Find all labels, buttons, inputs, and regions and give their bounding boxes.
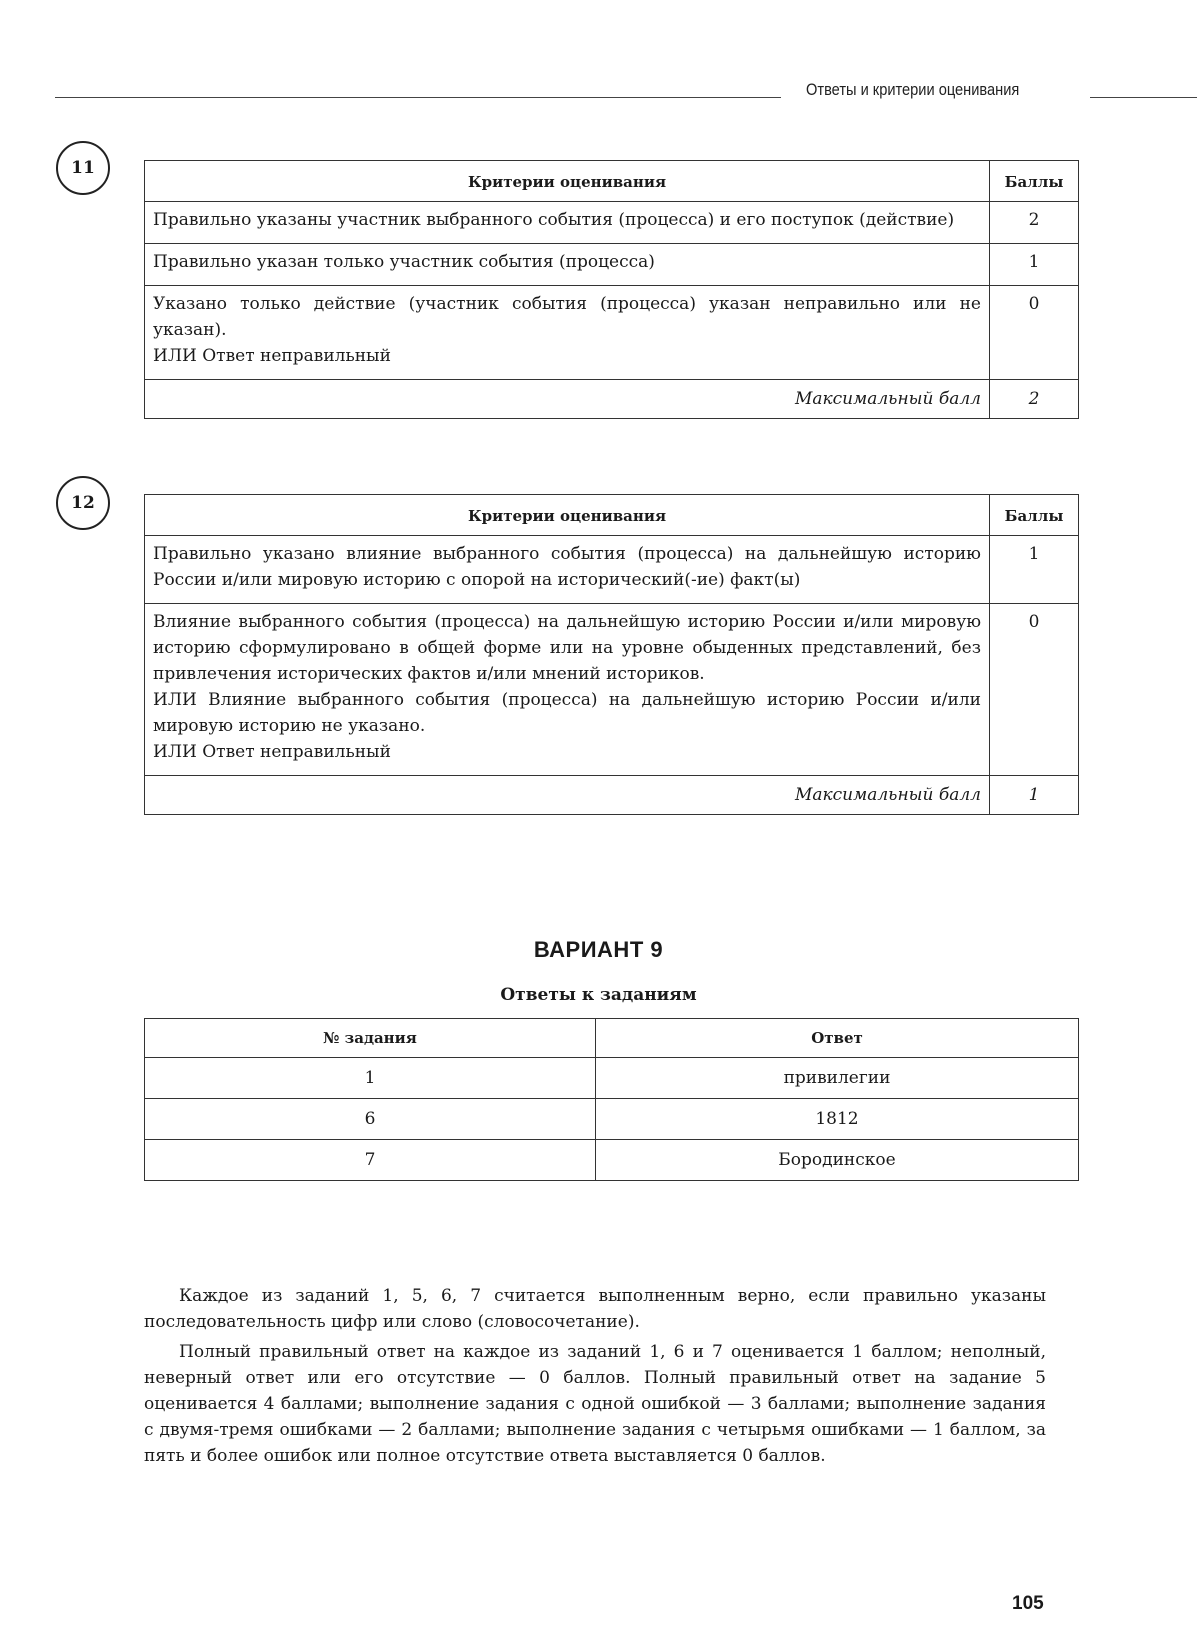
answer-cell: привилегии xyxy=(596,1058,1079,1099)
table-header-row xyxy=(145,1019,1079,1058)
task-number: 11 xyxy=(71,158,95,178)
criterion-points: 0 xyxy=(990,286,1079,380)
max-score-value: 2 xyxy=(990,380,1079,419)
criterion-line: ИЛИ Ответ неправильный xyxy=(153,346,391,366)
task-number-column-header: № задания xyxy=(145,1019,596,1058)
task-number-cell: 7 xyxy=(145,1140,596,1181)
criterion-line: ИЛИ Влияние выбранного события (процесса) на дальнейшую историю России и/или мировую историю не указано. xyxy=(153,690,981,736)
criterion-line: ИЛИ Ответ неправильный xyxy=(153,742,391,762)
table-row xyxy=(145,286,1079,380)
criterion-points: 1 xyxy=(990,536,1079,604)
max-score-label: Максимальный балл xyxy=(145,380,990,419)
max-score-label: Максимальный балл xyxy=(145,776,990,815)
task-number: 12 xyxy=(71,493,95,513)
max-score-row xyxy=(145,776,1079,815)
criteria-table-task-11 xyxy=(144,160,1079,419)
page-number: 105 xyxy=(1012,1593,1044,1614)
criterion-points: 1 xyxy=(990,244,1079,286)
table-row xyxy=(145,604,1079,776)
criterion-line: Влияние выбранного события (процесса) на дальнейшую историю России и/или мировую историю сформулировано в общей форме или на уровне обыденных представлений, без привлечения исторических фактов и/или мнений историков. xyxy=(153,612,981,684)
header-rule-left xyxy=(55,97,781,98)
note-paragraph: Полный правильный ответ на каждое из заданий 1, 6 и 7 оценивается 1 баллом; неполный, неверный ответ или его отсутствие — 0 баллов. Полный правильный ответ на задание 5 оценивается 4 баллами; выполнение задания с одной ошибкой — 3 баллами; выполнение задания с двумя-тремя ошибками — 2 баллами; выполнение задания с четырьмя ошибками — 1 баллом, за пять и более ошибок или полное отсутствие ответа выставляется 0 баллов. xyxy=(144,1342,1046,1466)
criterion-line: Указано только действие (участник события (процесса) указан неправильно или не указан). xyxy=(153,294,981,340)
criteria-column-header: Критерии оценивания xyxy=(145,495,990,536)
max-score-value: 1 xyxy=(990,776,1079,815)
header-rule-right xyxy=(1090,97,1197,98)
task-number-cell: 1 xyxy=(145,1058,596,1099)
table-row xyxy=(145,1099,1079,1140)
note-paragraph: Каждое из заданий 1, 5, 6, 7 считается выполненным верно, если правильно указаны последовательность цифр или слово (словосочетание). xyxy=(144,1286,1046,1332)
answers-title: Ответы к заданиям xyxy=(500,985,697,1005)
criterion-points: 2 xyxy=(990,202,1079,244)
table-row xyxy=(145,202,1079,244)
answers-table xyxy=(144,1018,1079,1181)
task-number-badge-12 xyxy=(56,476,110,530)
table-row xyxy=(145,536,1079,604)
criterion-text: Правильно указано влияние выбранного события (процесса) на дальнейшую историю России и/или мировую историю с опорой на исторический(-ие) факт(ы) xyxy=(145,536,990,604)
scoring-notes xyxy=(144,1283,1046,1469)
criterion-text xyxy=(145,286,990,380)
table-row xyxy=(145,1058,1079,1099)
criteria-table-task-12 xyxy=(144,494,1079,815)
table-row xyxy=(145,1140,1079,1181)
task-number-cell: 6 xyxy=(145,1099,596,1140)
answer-column-header: Ответ xyxy=(596,1019,1079,1058)
criterion-text: Правильно указаны участник выбранного события (процесса) и его поступок (действие) xyxy=(145,202,990,244)
table-header-row xyxy=(145,495,1079,536)
criteria-column-header: Критерии оценивания xyxy=(145,161,990,202)
points-column-header: Баллы xyxy=(990,161,1079,202)
answer-cell: 1812 xyxy=(596,1099,1079,1140)
criterion-text xyxy=(145,604,990,776)
table-row xyxy=(145,244,1079,286)
answer-cell: Бородинское xyxy=(596,1140,1079,1181)
max-score-row xyxy=(145,380,1079,419)
running-head: Ответы и критерии оценивания xyxy=(806,80,1020,99)
criterion-text: Правильно указан только участник события (процесса) xyxy=(145,244,990,286)
variant-title: ВАРИАНТ 9 xyxy=(533,937,664,962)
criterion-points: 0 xyxy=(990,604,1079,776)
table-header-row xyxy=(145,161,1079,202)
task-number-badge-11 xyxy=(56,141,110,195)
points-column-header: Баллы xyxy=(990,495,1079,536)
